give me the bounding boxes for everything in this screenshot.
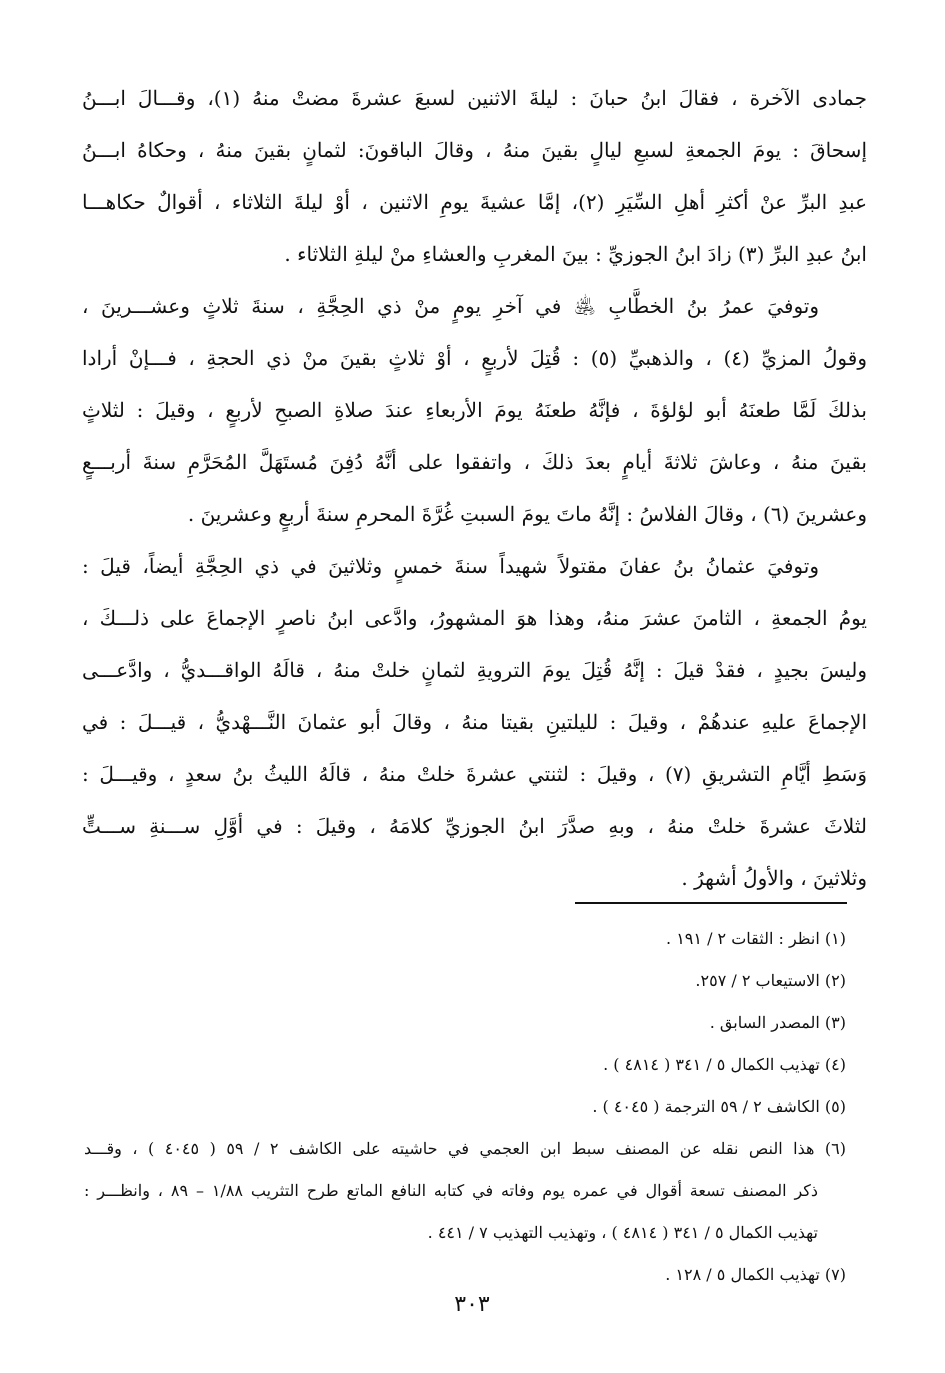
text-line: وليسَ بجيدٍ ، فقدْ قيلَ : إنَّهُ قُتِلَ يومَ الترويةِ لثمانٍ خلتْ منهُ ، قالَهُ الواقـــديُّ ، وادَّعـــى [82, 658, 867, 682]
text-line: وقولُ المزيِّ (٤) ، والذهبيِّ (٥) : قُتِلَ لأربعٍ ، أوْ ثلاثٍ بقينَ منْ ذي الحجةِ ، فـــإنْ أرادا [82, 346, 867, 370]
footnote-separator [575, 902, 847, 904]
text-line: وثلاثينَ ، والأولُ أشهرُ . [681, 866, 867, 890]
footnote: (٣) المصدر السابق . [709, 1013, 846, 1032]
text-line: وتوفيَ عمرُ بنُ الخطَّابِ ﵁ في آخرِ يومٍ منْ ذي الحِجَّةِ ، سنةَ ثلاثٍ وعشـــرينَ ، [82, 294, 820, 318]
footnote: (٥) الكاشف ٢ / ٥٩ الترجمة ( ٤٠٤٥ ) . [592, 1097, 846, 1116]
text-line: جمادى الآخرة ، فقالَ ابنُ حبانَ : ليلةَ الاثنين لسبعَ عشرةَ مضتْ منهُ (١)، وقـــالَ ابـــنُ [82, 86, 867, 110]
text-line: وتوفيَ عثمانُ بنُ عفانَ مقتولاً شهيداً سنةَ خمسٍ وثلاثينَ في ذي الحِجَّةِ أيضاً، قيلَ : [82, 554, 819, 578]
paragraph-3 [82, 540, 867, 904]
text-line: لثلاثَ عشرةَ خلتْ منهُ ، وبهِ صدَّرَ ابنُ الجوزيِّ كلامَهُ ، وقيلَ : في أوَّلِ ســـنةِ ســـتٍّ [82, 814, 867, 838]
text-line: عبدِ البرِّ عنْ أكثرِ أهلِ السِّيَرِ (٢)، إمَّا عشيةَ يومِ الاثنين ، أوْ ليلةَ الثلاثاء ، أقوالٌ حكاهـــا [82, 190, 867, 214]
paragraph-1 [82, 72, 867, 280]
footnote-continuation: ذكر المصنف تسعة أقوال في عمره يوم وفاته في كتابه النافع الماتع طرح التثريب ١/٨٨ – ٨٩ ، وانظـــر : [84, 1181, 819, 1200]
text-line: بقينَ منهُ ، وعاشَ ثلاثةَ أيامٍ بعدَ ذلكَ ، واتفقوا على أنَّهُ دُفِنَ مُستَهَلَّ المُحَرَّمِ سنةَ أربـــعٍ [82, 450, 867, 474]
main-text [82, 72, 867, 904]
text-line: يومُ الجمعةِ ، الثامنَ عشرَ منهُ، وهذا هوَ المشهورُ، وادَّعى ابنُ ناصرٍ الإجماعَ على ذلـــكَ ، [82, 606, 867, 630]
footnotes [84, 918, 846, 1296]
footnote: (١) انظر : الثقات ٢ / ١٩١ . [666, 929, 846, 948]
text-line: ابنُ عبدِ البرِّ (٣) زادَ ابنُ الجوزيِّ : بينَ المغربِ والعشاءِ منْ ليلةِ الثلاثاء . [284, 242, 867, 266]
page-number: ٣٠٣ [454, 1292, 490, 1317]
text-line: إسحاقَ : يومَ الجمعةِ لسبعِ ليالٍ بقينَ منهُ ، وقالَ الباقونَ: لثمانٍ بقينَ منهُ ، وحكاهُ ابـــنُ [82, 138, 867, 162]
footnote: (٧) تهذيب الكمال ٥ / ١٢٨ . [665, 1265, 846, 1284]
footnote: (٢) الاستيعاب ٢ / ٢٥٧. [695, 971, 846, 990]
text-line: وَسَطِ أيَّامِ التشريقِ (٧) ، وقيلَ : لثنتي عشرةَ خلتْ منهُ ، قالَهُ الليثُ بنُ سعدٍ ، وقيـــلَ : [82, 762, 867, 786]
footnote: (٤) تهذيب الكمال ٥ / ٣٤١ ( ٤٨١٤ ) . [603, 1055, 846, 1074]
footnote: (٦) هذا النص نقله عن المصنف سبط ابن العجمي في حاشيته على الكاشف ٢ / ٥٩ ( ٤٠٤٥ ) ، وقـــد [84, 1139, 846, 1158]
text-line: بذلكَ لَمَّا طعنَهُ أبو لؤلؤةَ ، فإنَّهُ طعنَهُ يومَ الأربعاءِ عندَ صلاةِ الصبحِ لأربعٍ ، وقيلَ : لثلاثٍ [82, 398, 867, 422]
text-line: وعشرينَ (٦) ، وقالَ الفلاسُ : إنَّهُ ماتَ يومَ السبتِ غُرَّةَ المحرمِ سنةَ أربعٍ وعشرينَ . [187, 502, 867, 526]
paragraph-2 [82, 280, 867, 540]
text-line: الإجماعَ عليهِ عندهُمْ ، وقيلَ : لليلتينِ بقيتا منهُ ، وقالَ أبو عثمانَ النَّـــهْديُّ ، قيـــلَ : في [82, 710, 867, 734]
footnote-continuation: تهذيب الكمال ٥ / ٣٤١ ( ٤٨١٤ ) ، وتهذيب التهذيب ٧ / ٤٤١ . [427, 1223, 818, 1242]
